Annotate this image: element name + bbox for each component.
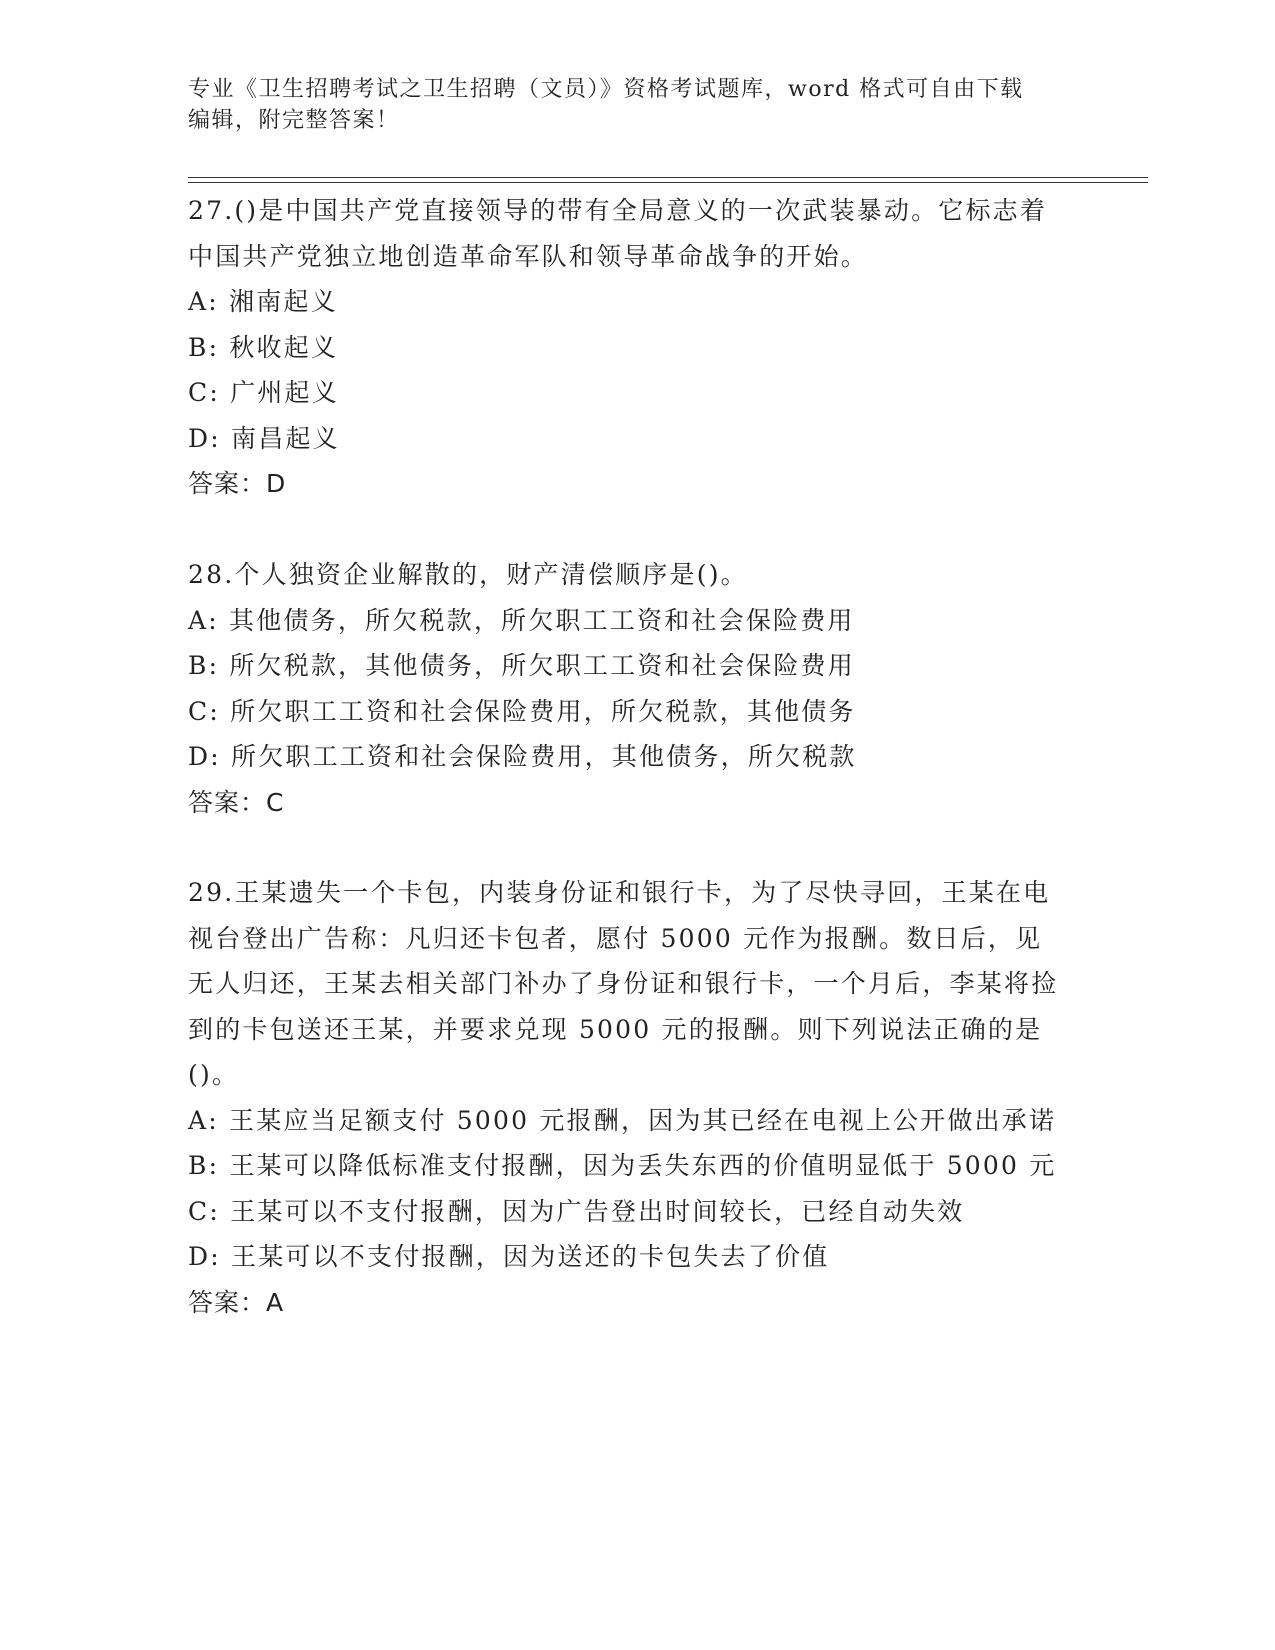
option-c: C: 所欠职工工资和社会保险费用，所欠税款，其他债务 — [188, 696, 856, 726]
answer-line: 答案：C — [188, 787, 285, 817]
question-block — [188, 870, 1068, 1325]
answer-line: 答案：D — [188, 469, 287, 498]
option-c: C: 王某可以不支付报酬，因为广告登出时间较长，已经自动失效 — [188, 1196, 965, 1226]
option-c: C: 广州起义 — [188, 378, 339, 407]
option-d: D: 南昌起义 — [188, 423, 340, 453]
question-block — [188, 188, 1068, 507]
question-block — [188, 552, 1068, 825]
option-b: B: 所欠税款，其他债务，所欠职工工资和社会保险费用 — [188, 651, 855, 680]
question-stem: 29.王某遗失一个卡包，内装身份证和银行卡，为了尽快寻回，王某在电视台登出广告称：凡归还卡包者，愿付 5000 元作为报酬。数日后，见无人归还，王某去相关部门补办了身份证和银行卡，一个月后，李某将捡到的卡包送还王某，并要求兑现 5000 元的报酬。则下列说法正确的是()。 — [188, 878, 1059, 1089]
option-a: A: 其他债务，所欠税款，所欠职工工资和社会保险费用 — [188, 605, 855, 635]
header-divider-bottom — [188, 182, 1148, 183]
header-divider-top — [188, 177, 1148, 178]
question-stem: 28.个人独资企业解散的，财产清偿顺序是()。 — [188, 560, 748, 589]
option-b: B: 秋收起义 — [188, 332, 339, 362]
document-header: 专业《卫生招聘考试之卫生招聘（文员）》资格考试题库，word 格式可自由下载 编辑，附完整答案！ — [188, 77, 1024, 133]
answer-line: 答案：A — [188, 1287, 285, 1317]
option-a: A: 湘南起义 — [188, 287, 338, 316]
option-d: D: 王某可以不支付报酬，因为送还的卡包失去了价值 — [188, 1242, 830, 1271]
option-d: D: 所欠职工工资和社会保险费用，其他债务，所欠税款 — [188, 742, 857, 771]
option-b: B: 王某可以降低标准支付报酬，因为丢失东西的价值明显低于 5000 元 — [188, 1151, 1057, 1180]
question-stem: 27.()是中国共产党直接领导的带有全局意义的一次武装暴动。它标志着中国共产党独立地创造革命军队和领导革命战争的开始。 — [188, 196, 1048, 271]
option-a: A: 王某应当足额支付 5000 元报酬，因为其已经在电视上公开做出承诺 — [188, 1105, 1057, 1135]
